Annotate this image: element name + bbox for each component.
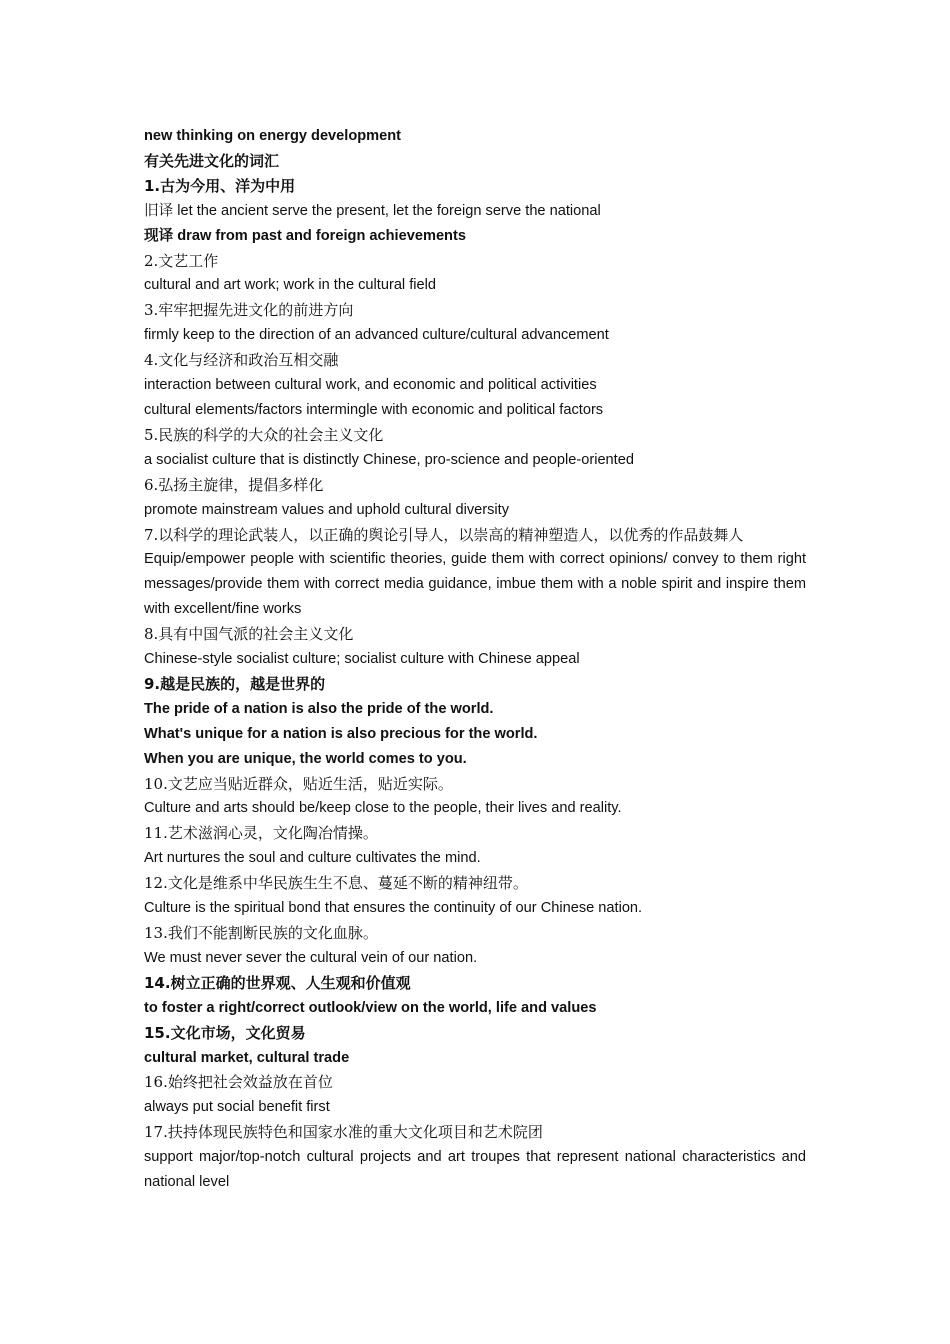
english-translation-line: 旧译 let the ancient serve the present, let the foreign serve the national: [144, 202, 601, 219]
chinese-term-line: 13.我们不能割断民族的文化血脉。: [144, 924, 378, 942]
english-translation-line: Chinese-style socialist culture; socialist culture with Chinese appeal: [144, 651, 580, 668]
english-translation-line: cultural and art work; work in the cultural field: [144, 277, 437, 294]
chinese-term-line: 3.牢牢把握先进文化的前进方向: [144, 301, 354, 320]
english-translation-line: support major/top-notch cultural projects and art troupes that represent national characteristics and national level: [144, 1149, 806, 1191]
english-translation-line: to foster a right/correct outlook/view on the world, life and values: [144, 999, 597, 1016]
english-translation-line: 现译 draw from past and foreign achievements: [144, 227, 466, 244]
chinese-term-line: 4.文化与经济和政治互相交融: [144, 351, 339, 370]
chinese-term-line: 16.始终把社会效益放在首位: [144, 1073, 333, 1092]
english-translation-line: cultural elements/factors intermingle with economic and political factors: [144, 401, 604, 418]
chinese-term-line: 7.以科学的理论武装人，以正确的舆论引导人，以崇高的精神塑造人，以优秀的作品鼓舞人: [144, 525, 744, 544]
english-translation-line: Culture is the spiritual bond that ensures the continuity of our Chinese nation.: [144, 900, 643, 917]
english-translation-line: interaction between cultural work, and economic and political activities: [144, 377, 597, 394]
english-translation-line: Art nurtures the soul and culture cultivates the mind.: [144, 850, 481, 867]
chinese-term-line: 5.民族的科学的大众的社会主义文化: [144, 425, 384, 444]
chinese-term-line: 17.扶持体现民族特色和国家水准的重大文化项目和艺术院团: [144, 1123, 543, 1142]
english-translation-line: new thinking on energy development: [144, 128, 402, 144]
chinese-term-line: 15.文化市场，文化贸易: [144, 1023, 306, 1042]
english-translation-line: firmly keep to the direction of an advanced culture/cultural advancement: [144, 327, 609, 344]
english-translation-line: Equip/empower people with scientific theories, guide them with correct opinions/ convey to them right messages/provide them with correct media guidance, imbue them with a noble spirit and inspire them with excellent/fine works: [144, 551, 806, 618]
chinese-term-line: 6.弘扬主旋律，提倡多样化: [144, 475, 324, 494]
english-translation-line: a socialist culture that is distinctly Chinese, pro-science and people-oriented: [144, 451, 634, 468]
chinese-term-line: 12.文化是维系中华民族生生不息、蔓延不断的精神纽带。: [144, 874, 528, 893]
english-translation-line: What's unique for a nation is also precious for the world.: [144, 725, 538, 742]
english-translation-line: promote mainstream values and uphold cultural diversity: [144, 501, 510, 518]
english-translation-line: We must never sever the cultural vein of our nation.: [144, 949, 478, 966]
document-page: [144, 124, 806, 1195]
chinese-term-line: 14.树立正确的世界观、人生观和价值观: [144, 973, 411, 992]
chinese-term-line: 有关先进文化的词汇: [144, 151, 280, 170]
chinese-term-line: 9.越是民族的，越是世界的: [144, 674, 326, 693]
english-translation-line: The pride of a nation is also the pride of the world.: [144, 700, 494, 717]
chinese-term-line: 1.古为今用、洋为中用: [144, 176, 296, 195]
english-translation-line: cultural market, cultural trade: [144, 1049, 350, 1066]
chinese-term-line: 8.具有中国气派的社会主义文化: [144, 625, 354, 644]
english-translation-line: Culture and arts should be/keep close to the people, their lives and reality.: [144, 800, 622, 817]
chinese-term-line: 2.文艺工作: [144, 251, 219, 270]
chinese-term-line: 10.文艺应当贴近群众，贴近生活，贴近实际。: [144, 774, 453, 793]
chinese-term-line: 11.艺术滋润心灵，文化陶冶情操。: [144, 824, 378, 843]
english-translation-line: always put social benefit first: [144, 1099, 330, 1116]
english-translation-line: When you are unique, the world comes to you.: [144, 750, 467, 767]
